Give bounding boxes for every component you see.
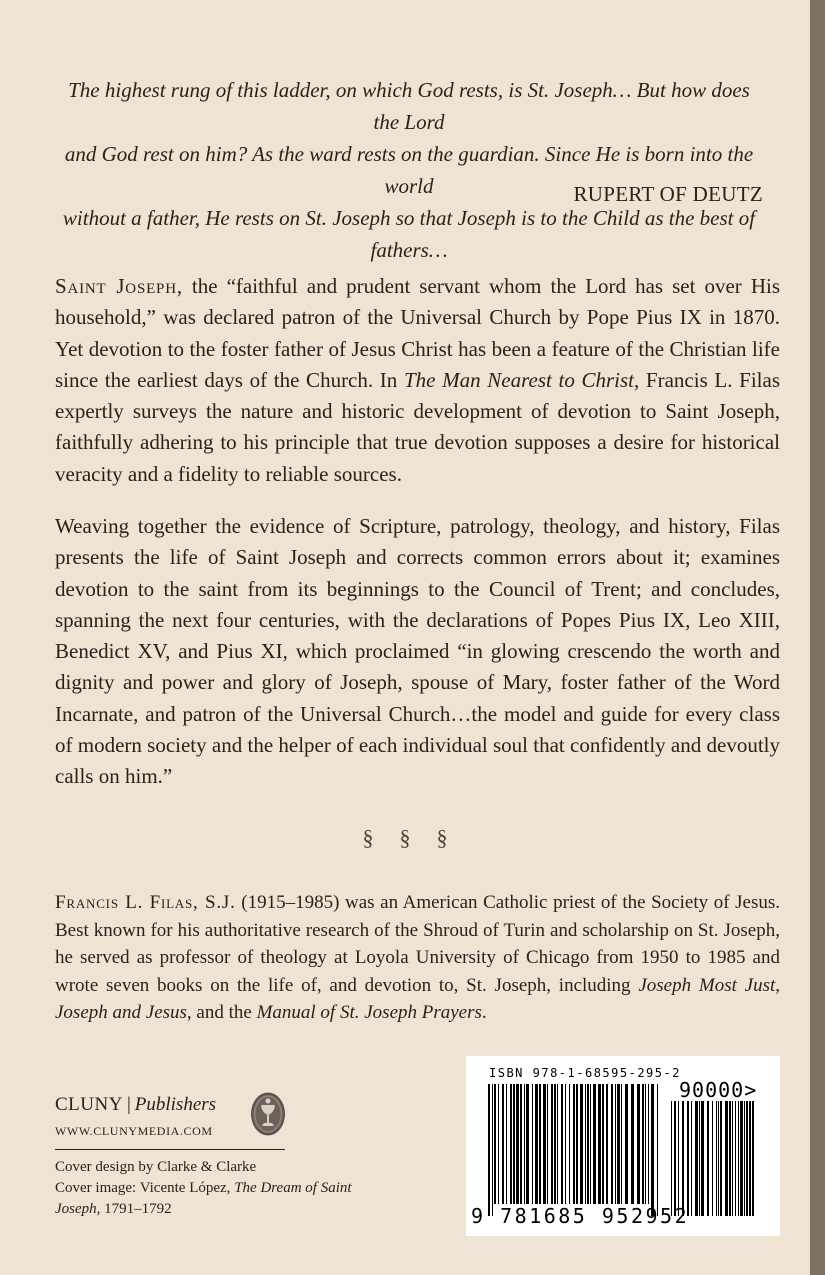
barcode-bar <box>707 1101 709 1216</box>
barcode-bar <box>645 1084 646 1204</box>
barcode-bar <box>682 1101 684 1216</box>
description-paragraph-2 <box>55 511 780 793</box>
barcode-bar <box>494 1084 496 1204</box>
barcode-bar <box>678 1101 679 1216</box>
barcode-bar <box>631 1084 634 1204</box>
publisher-separator: | <box>126 1094 131 1115</box>
spine-edge <box>810 0 825 1275</box>
book-title-1: Joseph Most Just <box>638 974 776 996</box>
barcode-bar <box>593 1084 596 1204</box>
book-title: The Man Nearest to Christ <box>403 367 635 392</box>
barcode-bar <box>492 1084 493 1216</box>
barcode-bar <box>749 1101 751 1216</box>
barcode-bar <box>716 1101 717 1216</box>
barcode-bar <box>611 1084 613 1204</box>
barcode-bar <box>580 1084 583 1204</box>
bio-end: . <box>481 1002 487 1023</box>
barcode-bar <box>526 1084 529 1204</box>
barcode-bar <box>687 1101 689 1216</box>
barcode-bar <box>590 1084 591 1204</box>
ean-digits: 9 781685 952952 <box>471 1204 690 1228</box>
book-title-2: Joseph and Jesus <box>55 1002 187 1023</box>
publisher-subtitle: Publishers <box>134 1094 217 1115</box>
publisher-website: WWW.CLUNYMEDIA.COM <box>55 1124 213 1138</box>
barcode-bar <box>651 1084 654 1216</box>
barcode-bar <box>752 1101 754 1216</box>
barcode-bar <box>642 1084 644 1204</box>
isbn-barcode <box>466 1056 780 1236</box>
para2-text: Weaving together the evidence of Scripture, patrology, theology, and history, Filas presents the life of Saint Joseph and corrects common errors about it; examines devotion to the saint from its beginnings to the Council of Trent; and concludes, spanning the next four centuries, with the declarations of Popes Pius IX, Leo XIII, Benedict XV, and Pius XI, which proclaimed “in glowing crescendo the worth and dignity and power and glory of Joseph, spouse of Mary, foster father of the Word Incarnate, and patron of the Universal Church…the model and guide for every class of modern society and the helper of each individual soul that confidently and devoutly calls on him.” <box>55 514 780 789</box>
barcode-bar <box>648 1084 649 1204</box>
barcode-bar <box>637 1084 640 1204</box>
barcode-bar <box>671 1101 672 1216</box>
barcode-bar <box>551 1084 553 1204</box>
barcode-bar <box>488 1084 490 1216</box>
image-credit: Cover image: Vicente López, The Dream of Saint Joseph, 1791–1792 <box>55 1180 352 1217</box>
para1-text-a: the “faithful and prudent servant whom the Lord has set over His household,” was declared patron of the Universal Church by Pope Pius IX in 1870. Yet devotion to the foster father of Jesus Christ has been a feature of the Christian life since the earliest days of the Church. In <box>55 274 780 392</box>
barcode-bar <box>725 1101 728 1216</box>
ornament-icon: § <box>362 825 374 850</box>
barcode-bar <box>621 1084 622 1204</box>
barcode-bar <box>520 1084 522 1204</box>
barcode-bar <box>598 1084 601 1204</box>
barcode-bar <box>539 1084 541 1204</box>
barcode-bar <box>524 1084 525 1204</box>
barcode-bar <box>695 1101 698 1216</box>
barcode-bar <box>498 1084 499 1204</box>
barcode-bar <box>516 1084 519 1204</box>
barcode-bar <box>735 1101 736 1216</box>
price-code: 90000> <box>679 1078 758 1102</box>
barcode-bar <box>625 1084 628 1204</box>
section-divider <box>0 825 810 851</box>
barcode-bar <box>720 1101 722 1216</box>
barcode-bar <box>569 1084 570 1204</box>
description-paragraph-1 <box>55 271 780 490</box>
barcode-bar <box>543 1084 546 1204</box>
cover-credits <box>55 1157 375 1220</box>
quote-line-2: and God rest on him? As the ward rests on the guardian. Since He is born into the world <box>64 142 754 198</box>
book-title-3: Manual of St. Joseph Prayers <box>256 1002 482 1023</box>
ornament-icon: § <box>399 825 411 850</box>
barcode-bar <box>557 1084 558 1204</box>
barcode-bar <box>561 1084 563 1204</box>
bio-sep-1: , <box>775 974 781 996</box>
para1-text-b: , Francis L. Filas expertly surveys the nature and historic development of devotion to Saint Joseph, faithfully adhering to his principle that true devotion supposes a desire for historical veracity and a fidelity to reliable sources. <box>55 367 780 486</box>
chalice-seal-icon <box>249 1091 287 1137</box>
barcode-bar <box>565 1084 566 1204</box>
barcode-bar <box>576 1084 578 1204</box>
epigraph-quote <box>55 74 763 266</box>
barcode-bar <box>699 1101 700 1216</box>
barcode-bar <box>712 1101 713 1216</box>
barcode-bar <box>615 1084 616 1204</box>
barcode-bar <box>532 1084 533 1204</box>
painting-title: The Dream of Saint Joseph <box>55 1180 352 1217</box>
author-bio <box>55 889 780 1027</box>
barcode-bar <box>746 1101 748 1216</box>
barcode-bar <box>732 1101 733 1216</box>
barcode-bar <box>510 1084 512 1204</box>
para1-lead: Saint Joseph, <box>55 274 183 298</box>
barcode-bar <box>606 1084 608 1204</box>
barcode-bar <box>691 1101 692 1216</box>
barcode-bar <box>674 1101 676 1216</box>
barcode-bar <box>585 1084 586 1204</box>
barcode-bar <box>573 1084 575 1204</box>
barcode-bar <box>535 1084 538 1204</box>
quote-attribution: RUPERT OF DEUTZ <box>573 182 763 206</box>
barcode-bar <box>554 1084 556 1204</box>
barcode-bar <box>617 1084 620 1204</box>
barcode-bar <box>657 1084 658 1216</box>
ornament-icon: § <box>436 825 448 850</box>
barcode-bar <box>513 1084 515 1204</box>
barcode-bar <box>506 1084 507 1204</box>
barcode-bar <box>738 1101 739 1216</box>
quote-line-3: without a father, He rests on St. Joseph so that Joseph is to the Child as the best of fathers… <box>62 206 756 262</box>
barcode-bar <box>602 1084 604 1204</box>
barcode-bar <box>502 1084 504 1204</box>
publisher-brand: CLUNY <box>55 1094 123 1115</box>
barcode-bar <box>744 1101 745 1216</box>
barcode-bar <box>587 1084 589 1204</box>
quote-line-1: The highest rung of this ladder, on which God rests, is St. Joseph… But how does the Lord <box>68 78 750 134</box>
bio-text: (1915–1985) was an American Catholic priest of the Society of Jesus. Best known for his authoritative research of the Shroud of Turin and scholarship on St. Joseph, he served as professor of theology at Loyola University of Chicago from 1950 to 1985 and wrote seven books on the life of, and devotion to, St. Joseph, including <box>55 892 780 996</box>
barcode-bar <box>547 1084 548 1204</box>
design-credit: Cover design by Clarke & Clarke <box>55 1159 257 1175</box>
barcode-bar <box>740 1101 743 1216</box>
barcode-bar <box>701 1101 704 1216</box>
barcode-bar <box>729 1101 731 1216</box>
isbn-label: ISBN 978-1-68595-295-2 <box>489 1066 681 1080</box>
bio-sep-2: , and the <box>186 1002 257 1023</box>
publisher-name <box>55 1094 216 1116</box>
credits-divider <box>55 1149 285 1150</box>
barcode-bar <box>718 1101 719 1216</box>
author-name: Francis L. Filas, S.J. <box>55 892 236 913</box>
